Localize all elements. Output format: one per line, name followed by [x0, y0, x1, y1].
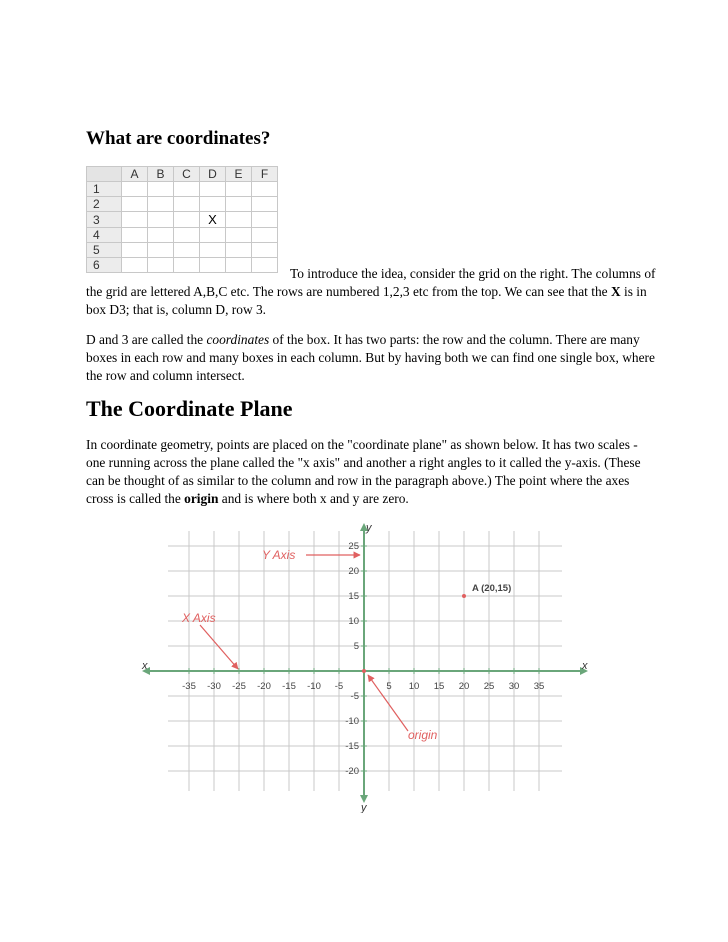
row-header: 4 [87, 228, 122, 243]
column-header: A [122, 167, 148, 182]
x-tick-label: 15 [433, 681, 445, 692]
x-tick-label: -15 [282, 681, 296, 692]
para-italic: coordinates [206, 332, 270, 347]
point-a [462, 594, 466, 598]
grid-cell [174, 243, 200, 258]
y-tick-label: 5 [353, 641, 359, 652]
x-tick-label: 30 [508, 681, 520, 692]
x-tick-label: -20 [257, 681, 271, 692]
grid-cell [252, 197, 278, 212]
grid-cell [174, 182, 200, 197]
x-axis-annotation: X Axis [182, 611, 216, 625]
grid-cell [226, 182, 252, 197]
row-header: 3 [87, 212, 122, 228]
grid-cell [148, 228, 174, 243]
grid-cell [200, 228, 226, 243]
origin-annotation: origin [408, 728, 438, 742]
x-tick-label: 25 [483, 681, 495, 692]
x-tick-label: -25 [232, 681, 246, 692]
x-tick-label: -10 [307, 681, 321, 692]
grid-cell [252, 182, 278, 197]
y-axis-label-top: y [366, 523, 372, 534]
row-header: 5 [87, 243, 122, 258]
marked-cell-d3: X [200, 212, 226, 228]
grid-cell [252, 212, 278, 228]
x-tick-label: -30 [207, 681, 221, 692]
grid-cell [122, 243, 148, 258]
y-tick-label: 25 [348, 541, 359, 552]
spreadsheet-grid [86, 166, 278, 273]
para-text: of the box. It has two parts: the row and the column. There are many boxes in each row and many boxes in each column. But by having both we can find one single box, where the row and column intersect. [86, 332, 655, 383]
coordinates-paragraph [86, 331, 656, 385]
para-bold: X [610, 284, 621, 299]
grid-cell [148, 212, 174, 228]
grid-cell [226, 197, 252, 212]
grid-cell [200, 197, 226, 212]
grid-cell [226, 228, 252, 243]
grid-cell [200, 243, 226, 258]
x-tick-label: 35 [533, 681, 545, 692]
y-tick-label: 10 [348, 616, 359, 627]
para-bold: origin [184, 491, 219, 506]
column-header: C [174, 167, 200, 182]
para-text: To introduce the idea, consider the grid on the right. The columns of the grid are lettered A,B,C etc. The rows are numbered 1,2,3 etc from the top. We can see that the [86, 266, 656, 299]
grid-cell [226, 212, 252, 228]
x-tick-label: 10 [408, 681, 420, 692]
column-header: F [252, 167, 278, 182]
para-text: and is where both x and y are zero. [218, 491, 409, 506]
y-tick-label: -15 [345, 741, 359, 752]
row-header: 6 [87, 258, 122, 273]
y-tick-label: -5 [350, 691, 359, 702]
corner-cell [87, 167, 122, 182]
y-axis-annotation: Y Axis [262, 548, 296, 562]
x-tick-label: 20 [458, 681, 470, 692]
y-tick-label: -20 [345, 766, 359, 777]
y-axis-label-bottom: y [361, 802, 367, 813]
grid-cell [200, 182, 226, 197]
x-tick-label: -35 [182, 681, 196, 692]
column-header: D [200, 167, 226, 182]
x-tick-label: 5 [386, 681, 392, 692]
grid-cell [252, 228, 278, 243]
grid-cell [148, 182, 174, 197]
grid-cell [122, 212, 148, 228]
grid-cell [122, 182, 148, 197]
y-tick-label: 15 [348, 591, 359, 602]
grid-cell [148, 243, 174, 258]
section-heading: The Coordinate Plane [86, 396, 293, 421]
y-tick-label: 20 [348, 566, 359, 577]
column-header: E [226, 167, 252, 182]
grid-cell [174, 212, 200, 228]
x-tick-label: -5 [334, 681, 344, 692]
para-text: is in box D3; that is, column D, row 3. [86, 284, 647, 317]
x-axis-label-right: x [582, 660, 588, 672]
grid-cell [122, 228, 148, 243]
origin-point [362, 669, 366, 673]
grid-cell [226, 243, 252, 258]
grid-cell [174, 197, 200, 212]
intro-paragraph [86, 265, 656, 319]
para-text: In coordinate geometry, points are placed on the "coordinate plane" as shown below. It has two scales - one running across the plane called the "x axis" and another a right angles to it called the y-axis. (These can be thought of as similar to the column and row in the paragraph above.) The point where the axes cross is called the [86, 437, 641, 506]
row-header: 2 [87, 197, 122, 212]
coordinate-plane-chart [138, 523, 598, 813]
page-title: What are coordinates? [86, 128, 271, 149]
para-text: D and 3 are called the [86, 332, 207, 347]
plane-paragraph [86, 436, 656, 508]
x-axis-annotation-arrow [200, 625, 238, 669]
grid-cell [174, 228, 200, 243]
column-header: B [148, 167, 174, 182]
row-header: 1 [87, 182, 122, 197]
x-axis-label-left: x [142, 660, 148, 672]
point-a-label: A (20,15) [472, 583, 512, 594]
y-tick-label: -10 [345, 716, 359, 727]
grid-cell [148, 197, 174, 212]
grid-cell [252, 243, 278, 258]
grid-cell [122, 197, 148, 212]
coordinate-plane-figure [138, 523, 598, 818]
